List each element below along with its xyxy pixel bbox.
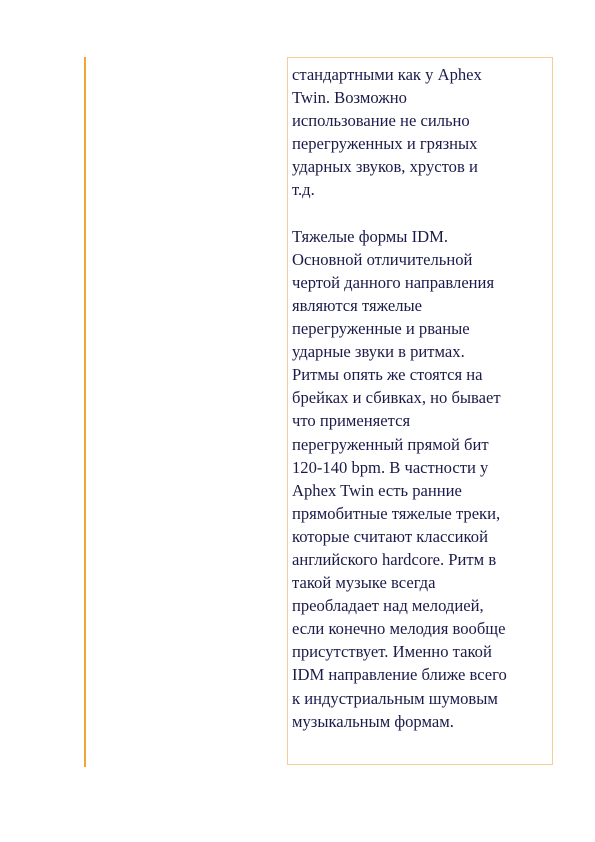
text-line: 120-140 bpm. В частности у bbox=[292, 457, 489, 477]
text-line: что применяется bbox=[292, 411, 411, 431]
text-line: Основной отличительной bbox=[292, 249, 473, 269]
text-line: являются тяжелые bbox=[292, 295, 423, 315]
paragraph-2 bbox=[292, 225, 552, 733]
text-line: музыкальным формам. bbox=[292, 711, 454, 731]
text-line: присутствует. Именно такой bbox=[292, 642, 492, 662]
text-line: использование не сильно bbox=[292, 111, 470, 131]
text-line: чертой данного направления bbox=[292, 272, 495, 292]
text-line: Тяжелые формы IDM. bbox=[292, 226, 448, 246]
text-line: т.д. bbox=[292, 180, 315, 200]
text-line: перегруженных и грязных bbox=[292, 134, 478, 154]
text-line: преобладает над мелодией, bbox=[292, 596, 484, 616]
text-line: Aphex Twin есть ранние bbox=[292, 480, 462, 500]
left-margin-rule bbox=[84, 57, 86, 767]
text-line: такой музыке всегда bbox=[292, 573, 436, 593]
text-line: Twin. Возможно bbox=[292, 88, 407, 108]
text-line: английского hardcore. Ритм в bbox=[292, 549, 497, 569]
text-line: которые считают классикой bbox=[292, 526, 488, 546]
text-line: брейках и сбивках, но бывает bbox=[292, 388, 501, 408]
text-line: IDM направление ближе всего bbox=[292, 665, 507, 685]
text-frame bbox=[287, 57, 553, 765]
text-line: стандартными как у Aphex bbox=[292, 65, 482, 84]
paragraph-1 bbox=[292, 63, 552, 202]
text-line: ударные звуки в ритмах. bbox=[292, 342, 465, 362]
text-line: если конечно мелодия вообще bbox=[292, 619, 506, 639]
text-line: прямобитные тяжелые треки, bbox=[292, 503, 501, 523]
text-line: к индустриальным шумовым bbox=[292, 688, 498, 708]
text-line: перегруженный прямой бит bbox=[292, 434, 489, 454]
text-line: Ритмы опять же стоятся на bbox=[292, 365, 483, 385]
text-line: перегруженные и рваные bbox=[292, 319, 470, 339]
paragraph-gap bbox=[292, 202, 552, 225]
text-line: ударных звуков, хрустов и bbox=[292, 157, 478, 177]
